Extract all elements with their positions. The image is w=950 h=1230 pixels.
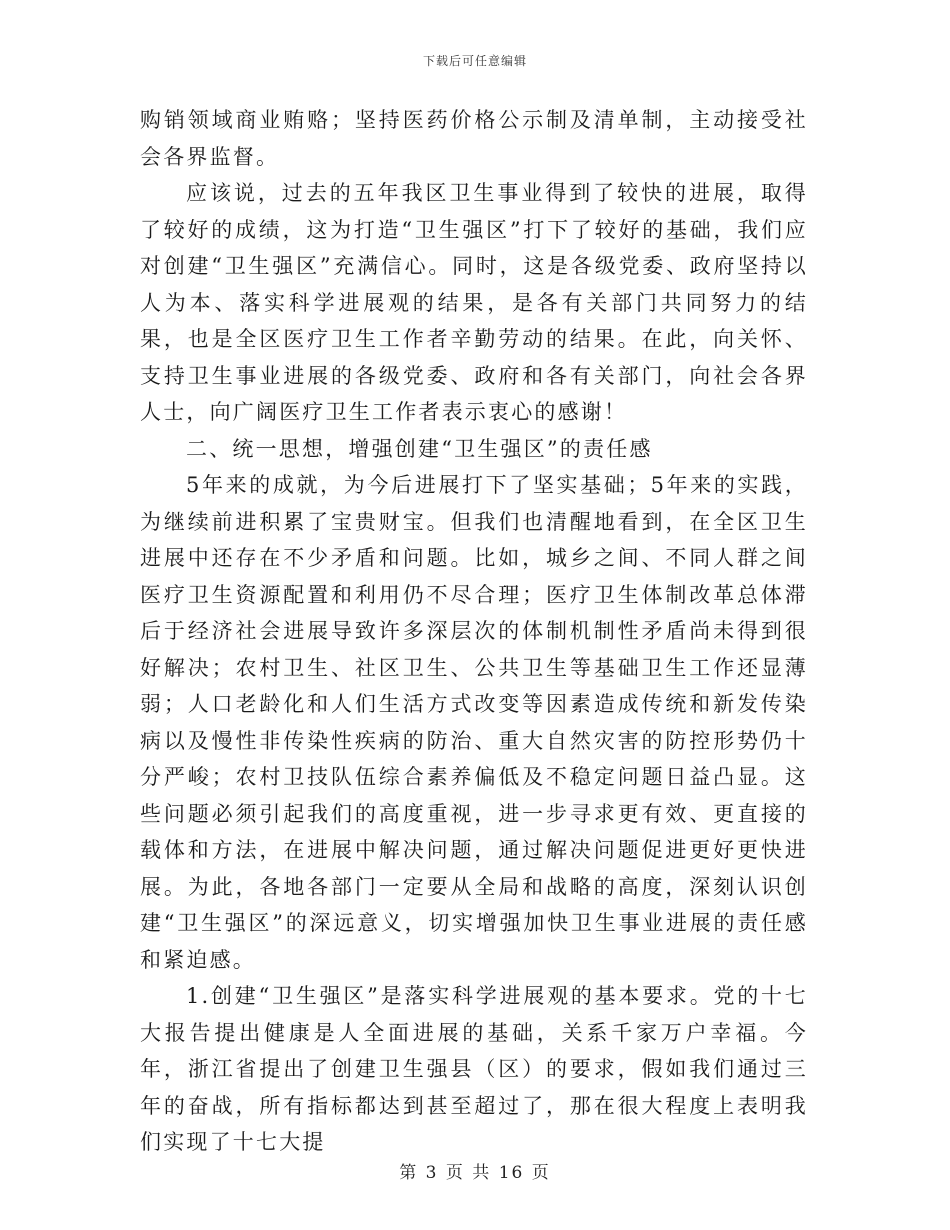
page-footer [0, 1158, 950, 1183]
footer-suffix: 页 [531, 1163, 551, 1183]
page-header: 下载后可任意编辑 [422, 54, 527, 68]
footer-total-pages: 16 [498, 1163, 525, 1183]
paragraph-continuation: 购销领域商业贿赂；坚持医药价格公示制及清单制，主动接受社会各界监督。 [140, 108, 808, 169]
paragraph-problems: 5年来的成就，为今后进展打下了坚实基础；5年来的实践，为继续前进积累了宝贵财宝。但我们也清醒地看到，在全区卫生进展中还存在不少矛盾和问题。比如，城乡之间、不同人群之间医疗卫生资源配置和利用仍不尽合理；医疗卫生体制改革总体滞后于经济社会进展导致许多深层次的体制机制性矛盾尚未得到很好解决；农村卫生、社区卫生、公共卫生等基础卫生工作还显薄弱；人口老龄化和人们生活方式改变等因素造成传统和新发传染病以及慢性非传染性疾病的防治、重大自然灾害的防控形势仍十分严峻；农村卫技队伍综合素养偏低及不稳定问题日益凸显。这些问题必须引起我们的高度重视，进一步寻求更有效、更直接的载体和方法，在进展中解决问题，通过解决问题促进更好更快进展。为此，各地各部门一定要从全局和战略的高度，深刻认识创建“卫生强区”的深远意义，切实增强加快卫生事业进展的责任感和紧迫感。 [140, 473, 808, 972]
footer-middle: 页 共 [445, 1163, 492, 1183]
section-heading: 二、统一思想，增强创建“卫生强区”的责任感 [186, 436, 653, 461]
footer-prefix: 第 [399, 1163, 419, 1183]
paragraph-achievements: 应该说，过去的五年我区卫生事业得到了较快的进展，取得了较好的成绩，这为打造“卫生强区”打下了较好的基础，我们应对创建“卫生强区”充满信心。同时，这是各级党委、政府坚持以人为本、落实科学进展观的结果，是各有关部门共同努力的结果，也是全区医疗卫生工作者辛勤劳动的结果。在此，向关怀、支持卫生事业进展的各级党委、政府和各有关部门，向社会各界人士，向广阔医疗卫生工作者表示衷心的感谢！ [140, 181, 808, 424]
paragraph-point-1: 1.创建“卫生强区”是落实科学进展观的基本要求。党的十七大报告提出健康是人全面进展的基础，关系千家万户幸福。今年，浙江省提出了创建卫生强县（区）的要求，假如我们通过三年的奋战，所有指标都达到甚至超过了，那在很大程度上表明我们实现了十七大提 [140, 984, 808, 1154]
document-body [140, 102, 808, 1161]
footer-page-number: 3 [425, 1163, 439, 1183]
